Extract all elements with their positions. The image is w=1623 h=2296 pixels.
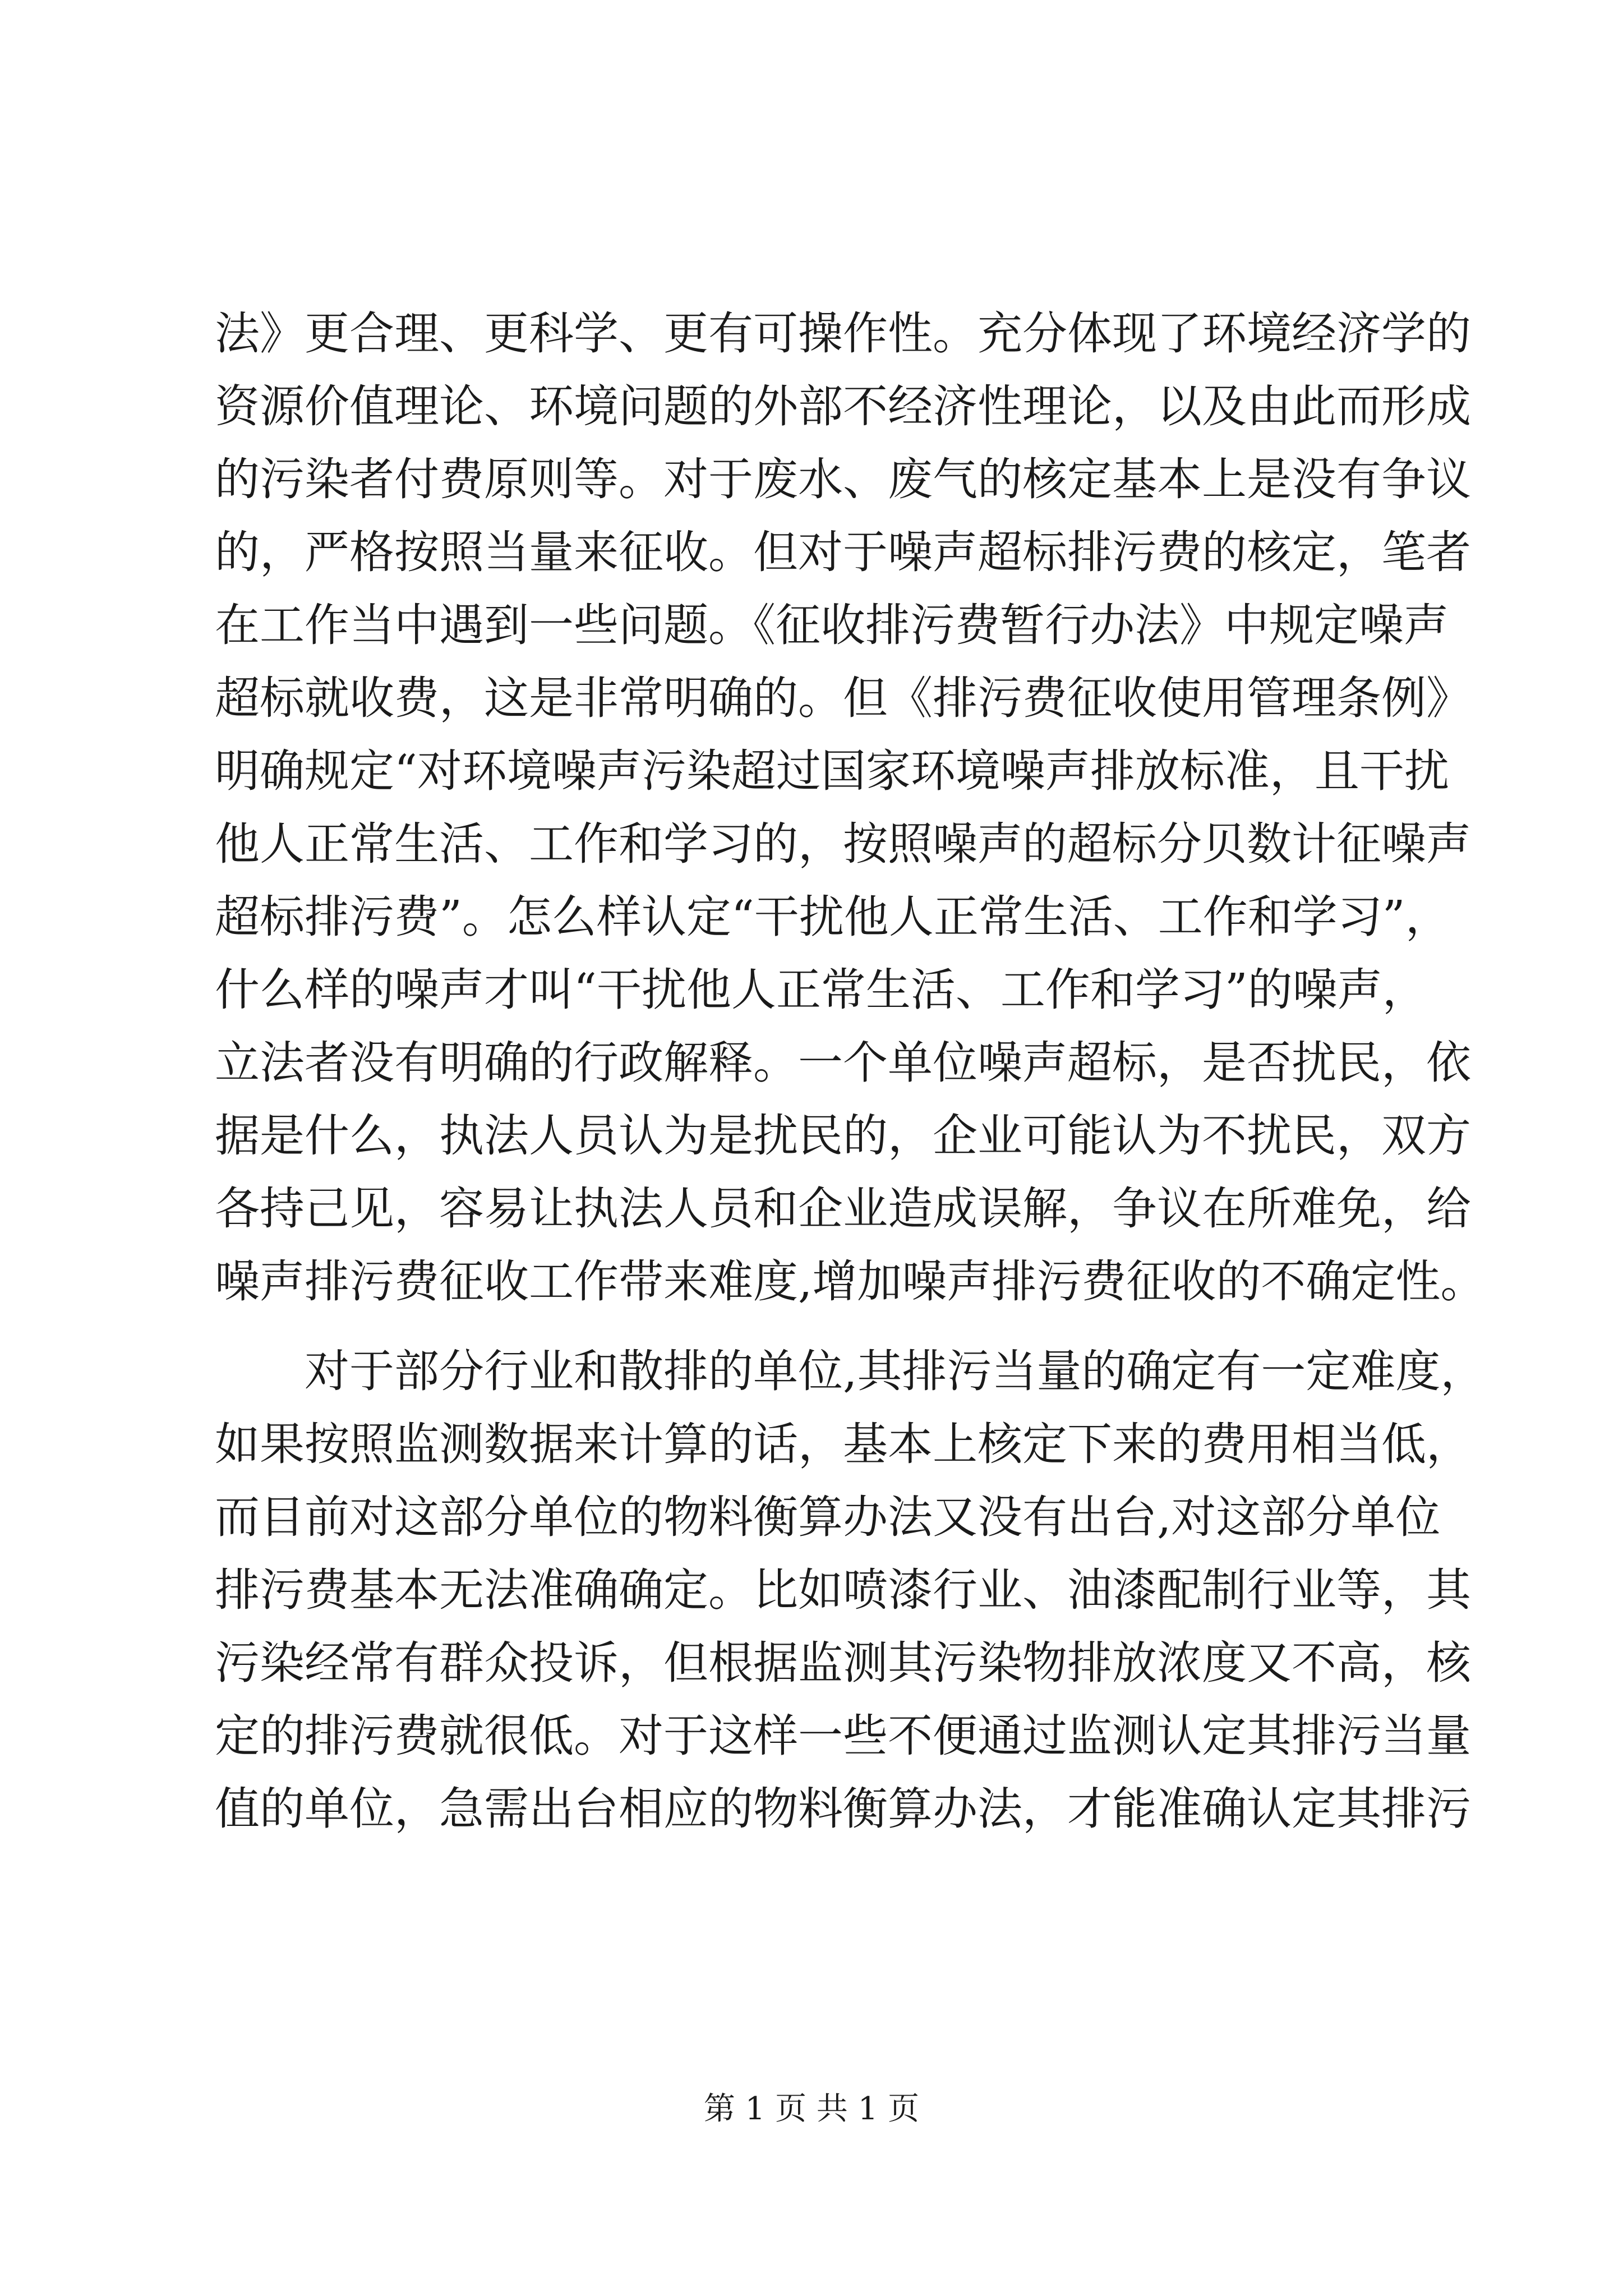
text-line: 噪声排污费征收工作带来难度,增加噪声排污费征收的不确定性。 [215, 1255, 1486, 1308]
text-line: 如果按照监测数据来计算的话，基本上核定下来的费用相当低， [215, 1418, 1471, 1470]
paragraph-spacer [215, 1318, 1415, 1335]
paragraph-2 [215, 1335, 1486, 1846]
text-line: 污染经常有群众投诉，但根据监测其污染物排放浓度又不高，核 [215, 1637, 1471, 1689]
text-line: 各持己见，容易让执法人员和企业造成误解，争议在所难免，给 [215, 1182, 1471, 1235]
text-line: 超标排污费”。怎么样认定“干扰他人正常生活、工作和学习”， [215, 891, 1450, 943]
text-line: 资源价值理论、环境问题的外部不经济性理论，以及由此而形成 [215, 380, 1471, 432]
text-line: 他人正常生活、工作和学习的，按照噪声的超标分贝数计征噪声 [215, 818, 1471, 870]
document-body [215, 297, 1486, 1846]
page-number-footer: 第 1 页 共 1 页 [703, 2091, 920, 2127]
text-line: 据是什么，执法人员认为是扰民的，企业可能认为不扰民，双方 [215, 1110, 1471, 1162]
text-line: 值的单位，急需出台相应的物料衡算办法，才能准确认定其排污 [215, 1783, 1471, 1835]
text-line: 立法者没有明确的行政解释。一个单位噪声超标，是否扰民，依 [215, 1037, 1471, 1089]
text-line: 法》更合理、更科学、更有可操作性。充分体现了环境经济学的 [215, 307, 1471, 360]
text-line: 在工作当中遇到一些问题。《征收排污费暂行办法》中规定噪声 [215, 599, 1449, 651]
text-line: 定的排污费就很低。对于这样一些不便通过监测认定其排污当量 [215, 1710, 1471, 1762]
text-line: 对于部分行业和散排的单位,其排污当量的确定有一定难度， [305, 1345, 1486, 1397]
text-line: 排污费基本无法准确确定。比如喷漆行业、油漆配制行业等，其 [215, 1564, 1471, 1616]
text-line: 超标就收费，这是非常明确的。但《排污费征收使用管理条例》 [215, 672, 1471, 724]
text-line: 的，严格按照当量来征收。但对于噪声超标排污费的核定，笔者 [215, 526, 1471, 578]
text-line: 明确规定“对环境噪声污染超过国家环境噪声排放标准，且干扰 [215, 745, 1449, 797]
paragraph-1 [215, 297, 1486, 1318]
text-line: 什么样的噪声才叫“干扰他人正常生活、工作和学习”的噪声， [215, 964, 1427, 1016]
text-line: 而目前对这部分单位的物料衡算办法又没有出台,对这部分单位 [215, 1491, 1441, 1543]
text-line: 的污染者付费原则等。对于废水、废气的核定基本上是没有争议 [215, 453, 1471, 505]
